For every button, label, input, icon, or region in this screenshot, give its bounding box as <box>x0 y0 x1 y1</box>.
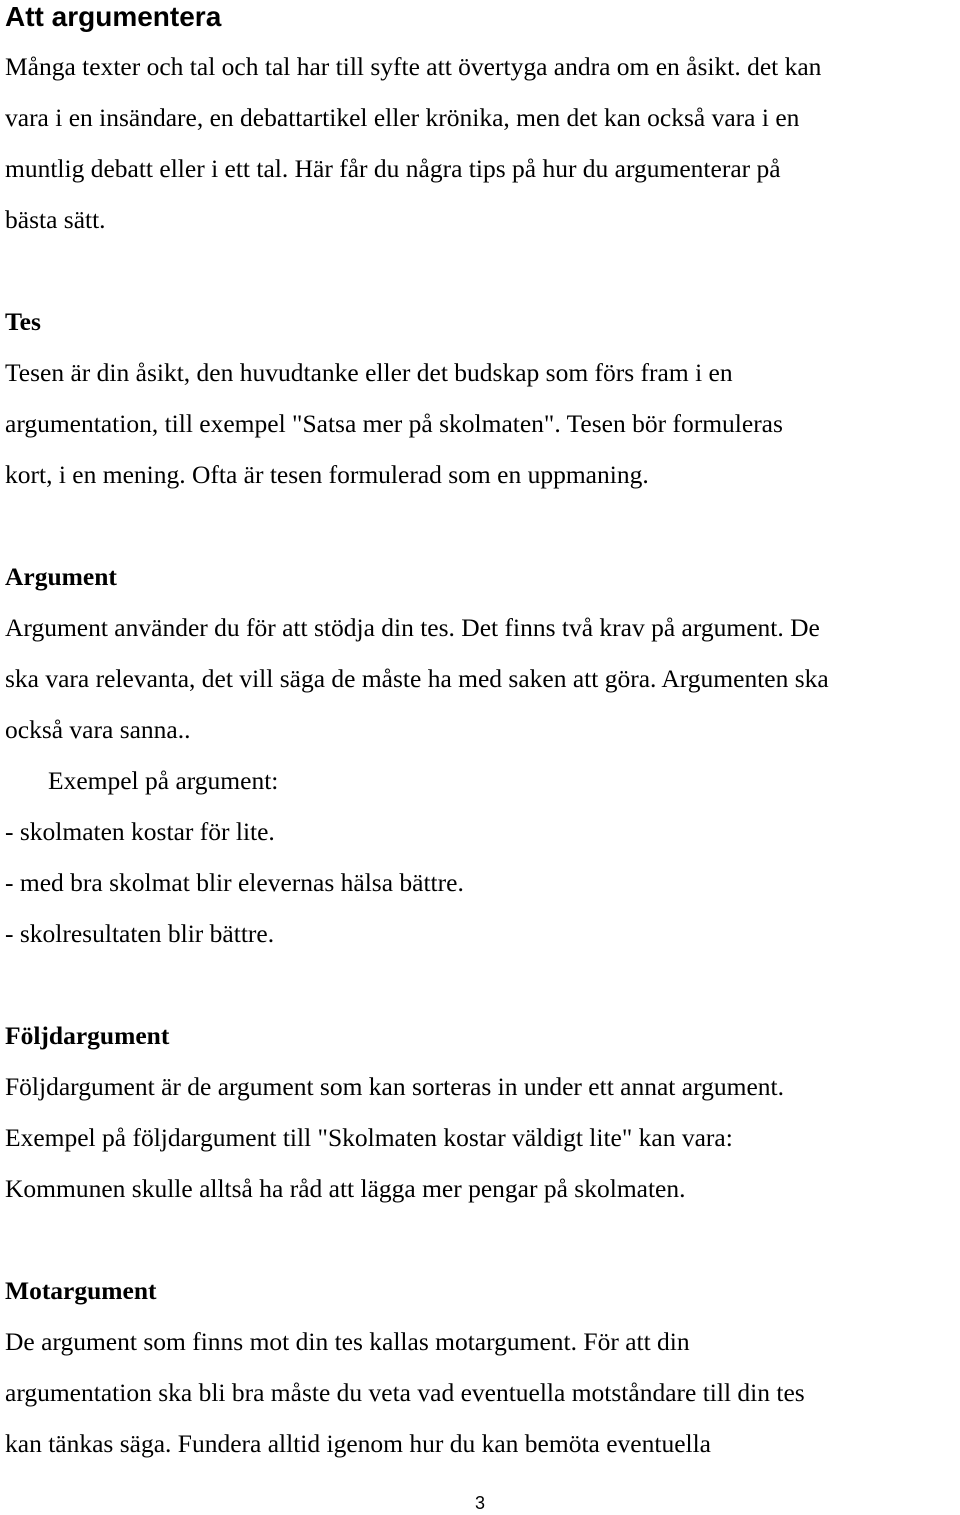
motargument-line: kan tänkas säga. Fundera alltid igenom hur du kan bemöta eventuella <box>5 1429 711 1458</box>
document-title: Att argumentera <box>5 1 222 32</box>
section-heading-tes: Tes <box>5 307 41 336</box>
argument-line: också vara sanna.. <box>5 715 191 744</box>
section-heading-motargument: Motargument <box>5 1276 157 1305</box>
section-spacer <box>5 959 955 1010</box>
section-spacer <box>5 500 955 551</box>
foljdargument-line: Följdargument är de argument som kan sorteras in under ett annat argument. <box>5 1072 784 1101</box>
argument-paragraph <box>5 602 955 959</box>
section-spacer <box>5 1214 955 1265</box>
tes-line: Tesen är din åsikt, den huvudtanke eller det budskap som förs fram i en <box>5 358 733 387</box>
example-item: - skolresultaten blir bättre. <box>5 919 275 948</box>
example-item: - skolmaten kostar för lite. <box>5 817 275 846</box>
argument-line: ska vara relevanta, det vill säga de måste ha med saken att göra. Argumenten ska <box>5 664 829 693</box>
intro-line: vara i en insändare, en debattartikel eller krönika, men det kan också vara i en <box>5 103 800 132</box>
tes-paragraph <box>5 347 955 500</box>
foljdargument-paragraph <box>5 1061 955 1214</box>
foljdargument-line: Kommunen skulle alltså ha råd att lägga mer pengar på skolmaten. <box>5 1174 686 1203</box>
section-spacer <box>5 245 955 296</box>
example-item: - med bra skolmat blir elevernas hälsa bättre. <box>5 868 464 897</box>
motargument-line: argumentation ska bli bra måste du veta vad eventuella motståndare till din tes <box>5 1378 805 1407</box>
intro-line: bästa sätt. <box>5 205 106 234</box>
examples-label: Exempel på argument: <box>48 766 279 795</box>
document-page <box>5 0 955 1469</box>
tes-line: argumentation, till exempel "Satsa mer på skolmaten". Tesen bör formuleras <box>5 409 783 438</box>
intro-line: muntlig debatt eller i ett tal. Här får du några tips på hur du argumenterar på <box>5 154 781 183</box>
section-heading-argument: Argument <box>5 562 117 591</box>
intro-line: Många texter och tal och tal har till syfte att övertyga andra om en åsikt. det kan <box>5 52 822 81</box>
tes-line: kort, i en mening. Ofta är tesen formulerad som en uppmaning. <box>5 460 649 489</box>
intro-paragraph <box>5 41 955 245</box>
section-heading-foljdargument: Följdargument <box>5 1021 170 1050</box>
argument-line: Argument använder du för att stödja din tes. Det finns två krav på argument. De <box>5 613 820 642</box>
motargument-paragraph <box>5 1316 955 1469</box>
motargument-line: De argument som finns mot din tes kallas motargument. För att din <box>5 1327 690 1356</box>
page-number: 3 <box>474 1493 485 1513</box>
foljdargument-line: Exempel på följdargument till "Skolmaten kostar väldigt lite" kan vara: <box>5 1123 733 1152</box>
